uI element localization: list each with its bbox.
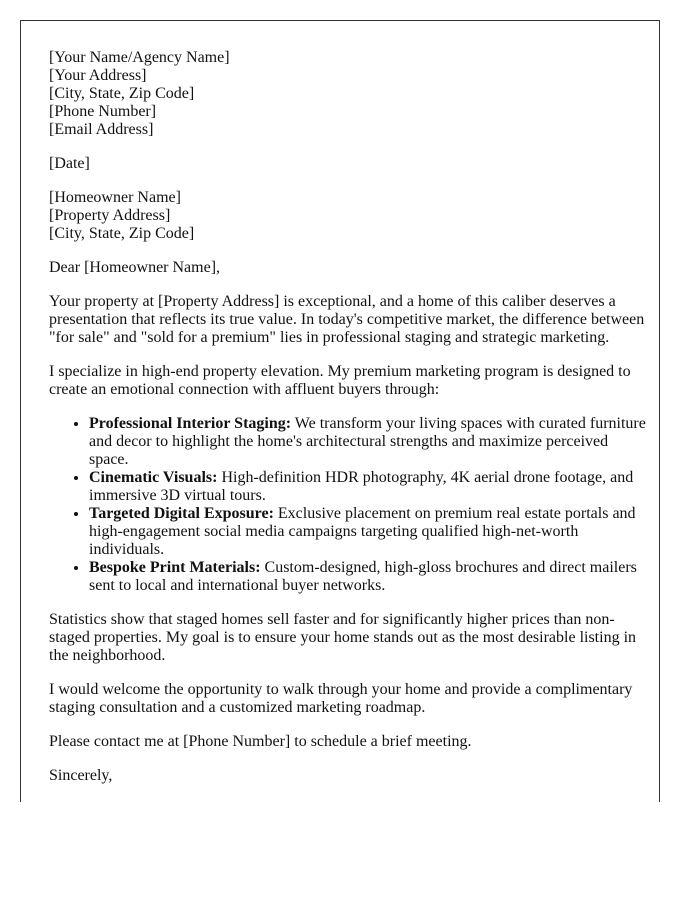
service-text: High-definition HDR photography, 4K aerial drone footage, and immersive 3D virtual tours. [89, 469, 634, 504]
service-item [89, 559, 649, 595]
service-item [89, 415, 649, 469]
recipient-name: [Homeowner Name] [49, 189, 181, 206]
closing: Sincerely, [49, 767, 113, 784]
program-paragraph: I specialize in high-end property elevation. My premium marketing program is designed to create an emotional connection with affluent buyers through: [49, 363, 631, 398]
salutation: Dear [Homeowner Name], [49, 259, 221, 276]
sender-email: [Email Address] [49, 121, 154, 138]
service-item [89, 469, 649, 505]
recipient-block [49, 189, 649, 243]
recipient-city-state-zip: [City, State, Zip Code] [49, 225, 195, 242]
date-block [49, 155, 649, 173]
service-text: Custom-designed, high-gloss brochures and direct mailers sent to local and international buyer networks. [89, 559, 637, 594]
offer-paragraph: I would welcome the opportunity to walk through your home and provide a complimentary staging consultation and a customized marketing roadmap. [49, 681, 633, 716]
service-title: Bespoke Print Materials: [89, 559, 261, 576]
letter-page [20, 20, 660, 802]
letter-date: [Date] [49, 155, 90, 172]
service-item [89, 505, 649, 559]
recipient-address: [Property Address] [49, 207, 171, 224]
sender-phone: [Phone Number] [49, 103, 157, 120]
service-text: We transform your living spaces with curated furniture and decor to highlight the home's architectural strengths and maximize perceived space. [89, 415, 646, 468]
sender-city-state-zip: [City, State, Zip Code] [49, 85, 195, 102]
sender-address: [Your Address] [49, 67, 147, 84]
statistics-paragraph: Statistics show that staged homes sell faster and for significantly higher prices than non-staged properties. My goal is to ensure your home stands out as the most desirable listing in the neighborhood. [49, 611, 637, 664]
contact-paragraph: Please contact me at [Phone Number] to schedule a brief meeting. [49, 733, 472, 750]
intro-paragraph: Your property at [Property Address] is exceptional, and a home of this caliber deserves a presentation that reflects its true value. In today's competitive market, the difference between "for sale" and "sold for a premium" lies in professional staging and strategic marketing. [49, 293, 645, 346]
sender-block [49, 49, 649, 139]
service-title: Targeted Digital Exposure: [89, 505, 274, 522]
service-title: Cinematic Visuals: [89, 469, 218, 486]
services-list [49, 415, 649, 595]
service-text: Exclusive placement on premium real estate portals and high-engagement social media campaigns targeting qualified high-net-worth individuals. [89, 505, 636, 558]
service-title: Professional Interior Staging: [89, 415, 292, 432]
sender-name: [Your Name/Agency Name] [49, 49, 230, 66]
letter-content [49, 49, 649, 801]
